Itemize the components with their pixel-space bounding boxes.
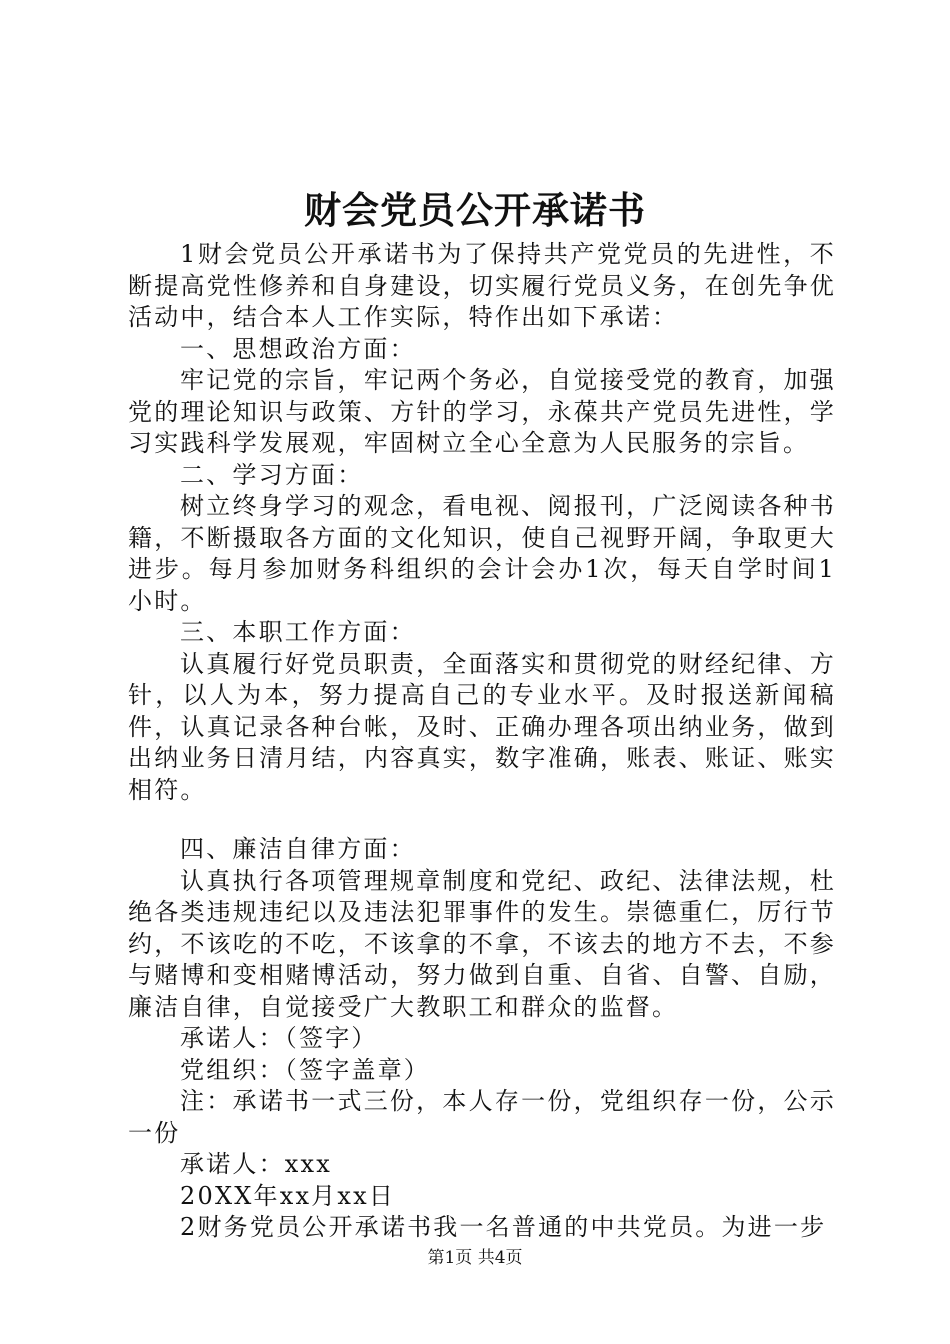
section-heading-study: 二、学习方面： <box>180 460 364 489</box>
section-heading-integrity: 四、廉洁自律方面： <box>180 835 416 863</box>
document-title: 财会党员公开承诺书 <box>304 188 646 232</box>
note-line: 注：承诺书一式三份，本人存一份，党组织存一份，公示一份 <box>128 1087 836 1147</box>
signer-name-line: 承诺人：xxx <box>180 1150 333 1178</box>
integrity-paragraph: 认真执行各项管理规章制度和党纪、政纪、法律法规，杜绝各类违规违纪以及违法犯罪事件的发生。崇德重仁，厉行节约，不该吃的不吃，不该拿的不拿，不该去的地方不去，不参与赌博和变相赌博活动，努力做到自重、自省、自警、自励，廉洁自律，自觉接受广大教职工和群众的监督。 <box>128 866 836 1021</box>
second-document-start: 2财务党员公开承诺书我一名普通的中共党员。为进一步 <box>180 1213 827 1241</box>
page-number: 第1页 共4页 <box>427 1248 523 1268</box>
organization-line: 党组织：（签字盖章） <box>180 1055 430 1084</box>
document-body <box>128 239 836 1244</box>
ideology-paragraph: 牢记党的宗旨，牢记两个务必，自觉接受党的教育，加强党的理论知识与政策、方针的学习，永葆共产党员先进性，学习实践科学发展观，牢固树立全心全意为人民服务的宗旨。 <box>128 366 836 457</box>
paragraph-spacer <box>128 806 836 834</box>
date-line: 20XX年xx月xx日 <box>180 1181 396 1210</box>
study-paragraph: 树立终身学习的观念，看电视、阅报刊，广泛阅读各种书籍，不断摄取各方面的文化知识，使自己视野开阔，争取更大进步。每月参加财务科组织的会计会办1次，每天自学时间1小时。 <box>128 492 836 615</box>
work-paragraph: 认真履行好党员职责，全面落实和贯彻党的财经纪律、方针，以人为本，努力提高自己的专业水平。及时报送新闻稿件，认真记录各种台帐，及时、正确办理各项出纳业务，做到出纳业务日清月结，内容真实，数字准确，账表、账证、账实相符。 <box>128 649 836 804</box>
signer-line: 承诺人：（签字） <box>180 1024 378 1052</box>
section-heading-ideology: 一、思想政治方面： <box>180 334 416 363</box>
section-heading-work: 三、本职工作方面： <box>180 618 416 646</box>
intro-paragraph: 1财会党员公开承诺书为了保持共产党党员的先进性，不断提高党性修养和自身建设，切实履行党员义务，在创先争优活动中，结合本人工作实际，特作出如下承诺： <box>128 240 836 331</box>
